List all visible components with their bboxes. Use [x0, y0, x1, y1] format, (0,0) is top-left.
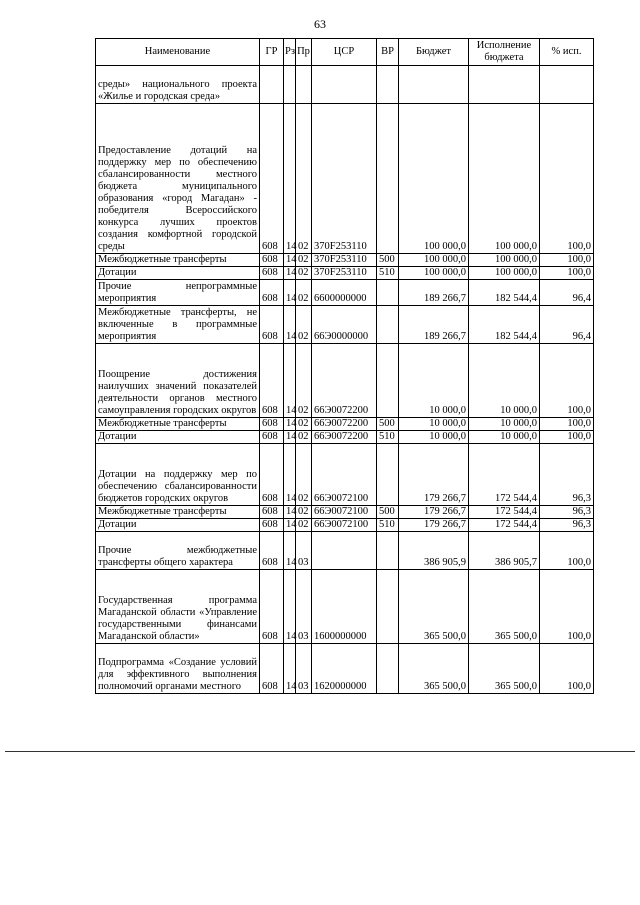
row-execution: 365 500,0	[469, 644, 540, 694]
table-row	[96, 254, 594, 267]
row-vr	[377, 532, 399, 570]
row-gr: 608	[260, 418, 284, 431]
table-row	[96, 519, 594, 532]
budget-execution-table	[95, 38, 594, 694]
row-budget: 386 905,9	[399, 532, 469, 570]
row-budget: 189 266,7	[399, 306, 469, 344]
row-vr	[377, 644, 399, 694]
table-row	[96, 418, 594, 431]
row-name: Межбюджетные трансферты	[98, 254, 227, 265]
header-vr: ВР	[377, 39, 399, 66]
table-row	[96, 306, 594, 344]
row-execution: 10 000,0	[469, 418, 540, 431]
row-gr	[260, 66, 284, 104]
row-percent: 100,0	[540, 431, 594, 444]
row-vr	[377, 66, 399, 104]
row-rz: 14	[284, 444, 296, 506]
row-name: Государственная программа Магаданской области «Управление государственными финансами Магаданской области»	[98, 595, 257, 642]
table-row	[96, 344, 594, 418]
row-csr	[312, 532, 377, 570]
row-budget: 100 000,0	[399, 267, 469, 280]
row-budget: 365 500,0	[399, 570, 469, 644]
row-vr	[377, 306, 399, 344]
row-gr: 608	[260, 444, 284, 506]
table-row	[96, 444, 594, 506]
row-name: Дотации	[98, 519, 137, 530]
row-vr: 500	[377, 418, 399, 431]
row-rz: 14	[284, 104, 296, 254]
row-name: среды» национального проекта «Жилье и городская среда»	[98, 79, 257, 102]
row-percent: 100,0	[540, 104, 594, 254]
row-csr: 66Э0072100	[312, 506, 377, 519]
row-rz: 14	[284, 344, 296, 418]
row-name: Межбюджетные трансферты	[98, 418, 227, 429]
table-row	[96, 431, 594, 444]
row-pr: 03	[296, 644, 312, 694]
row-name: Предоставление дотаций на поддержку мер по обеспечению сбалансированности местного бюджета муниципального образования «город Магадан» - победителя Всероссийского конкурса лучших проектов создания комфортной городской среды	[98, 145, 257, 252]
row-vr: 510	[377, 519, 399, 532]
row-execution: 172 544,4	[469, 444, 540, 506]
row-rz: 14	[284, 254, 296, 267]
row-csr: 66Э0072200	[312, 344, 377, 418]
table-row	[96, 570, 594, 644]
row-name: Дотации	[98, 267, 137, 278]
row-csr	[312, 66, 377, 104]
row-rz: 14	[284, 506, 296, 519]
row-name: Поощрение достижения наилучших значений показателей деятельности органов местного самоуправления городских округов	[98, 369, 257, 416]
row-gr: 608	[260, 519, 284, 532]
row-pr: 02	[296, 344, 312, 418]
row-csr: 66Э0000000	[312, 306, 377, 344]
row-vr: 510	[377, 431, 399, 444]
row-rz: 14	[284, 280, 296, 306]
header-name: Наименование	[96, 39, 260, 66]
row-execution: 100 000,0	[469, 254, 540, 267]
row-csr: 1600000000	[312, 570, 377, 644]
table-row	[96, 280, 594, 306]
row-percent: 100,0	[540, 418, 594, 431]
row-rz: 14	[284, 532, 296, 570]
row-vr	[377, 280, 399, 306]
row-csr: 66Э0072100	[312, 519, 377, 532]
row-execution: 10 000,0	[469, 431, 540, 444]
row-percent: 96,4	[540, 306, 594, 344]
page-separator-line	[5, 751, 635, 752]
row-name: Подпрограмма «Создание условий для эффективного выполнения полномочий органами местного	[98, 657, 257, 692]
row-execution: 365 500,0	[469, 570, 540, 644]
row-rz: 14	[284, 267, 296, 280]
row-execution: 100 000,0	[469, 104, 540, 254]
row-gr: 608	[260, 267, 284, 280]
row-name: Дотации	[98, 431, 137, 442]
row-gr: 608	[260, 104, 284, 254]
row-pr: 02	[296, 519, 312, 532]
row-percent: 100,0	[540, 254, 594, 267]
row-pr: 02	[296, 104, 312, 254]
row-vr: 500	[377, 254, 399, 267]
table-row	[96, 267, 594, 280]
row-gr: 608	[260, 570, 284, 644]
row-percent: 96,3	[540, 444, 594, 506]
row-rz: 14	[284, 418, 296, 431]
row-vr	[377, 344, 399, 418]
row-pr: 02	[296, 306, 312, 344]
row-pr: 02	[296, 254, 312, 267]
row-rz: 14	[284, 570, 296, 644]
row-budget	[399, 66, 469, 104]
row-pr: 02	[296, 431, 312, 444]
row-budget: 100 000,0	[399, 254, 469, 267]
header-csr: ЦСР	[312, 39, 377, 66]
row-name: Межбюджетные трансферты, не включенные в программные мероприятия	[98, 307, 257, 342]
row-execution: 182 544,4	[469, 280, 540, 306]
row-name: Дотации на поддержку мер по обеспечению сбалансированности бюджетов городских округов	[98, 469, 257, 504]
row-pr: 03	[296, 532, 312, 570]
row-percent	[540, 66, 594, 104]
row-csr: 6600000000	[312, 280, 377, 306]
row-budget: 365 500,0	[399, 644, 469, 694]
row-budget: 100 000,0	[399, 104, 469, 254]
row-budget: 179 266,7	[399, 506, 469, 519]
row-pr: 03	[296, 570, 312, 644]
row-pr	[296, 66, 312, 104]
row-csr: 66Э0072100	[312, 444, 377, 506]
row-vr	[377, 104, 399, 254]
row-rz: 14	[284, 519, 296, 532]
row-execution: 386 905,7	[469, 532, 540, 570]
row-vr	[377, 570, 399, 644]
row-budget: 10 000,0	[399, 418, 469, 431]
row-pr: 02	[296, 444, 312, 506]
table-header-row	[96, 39, 594, 66]
row-percent: 100,0	[540, 267, 594, 280]
row-rz: 14	[284, 431, 296, 444]
row-csr: 66Э0072200	[312, 431, 377, 444]
header-gr: ГР	[260, 39, 284, 66]
row-vr: 510	[377, 267, 399, 280]
header-rz: Рз	[284, 39, 296, 66]
header-execution: Исполнение бюджета	[469, 39, 540, 66]
row-pr: 02	[296, 418, 312, 431]
row-execution: 172 544,4	[469, 506, 540, 519]
row-pr: 02	[296, 506, 312, 519]
row-rz: 14	[284, 306, 296, 344]
row-pr: 02	[296, 267, 312, 280]
header-pr: Пр	[296, 39, 312, 66]
row-gr: 608	[260, 306, 284, 344]
row-gr: 608	[260, 431, 284, 444]
row-percent: 96,3	[540, 519, 594, 532]
row-csr: 1620000000	[312, 644, 377, 694]
row-execution: 100 000,0	[469, 267, 540, 280]
row-csr: 370F253110	[312, 104, 377, 254]
row-percent: 96,4	[540, 280, 594, 306]
row-csr: 66Э0072200	[312, 418, 377, 431]
page-number: 63	[314, 17, 326, 31]
row-gr: 608	[260, 644, 284, 694]
header-percent: % исп.	[540, 39, 594, 66]
row-vr: 500	[377, 506, 399, 519]
row-rz	[284, 66, 296, 104]
row-execution: 172 544,4	[469, 519, 540, 532]
table-row	[96, 644, 594, 694]
row-gr: 608	[260, 254, 284, 267]
row-percent: 96,3	[540, 506, 594, 519]
row-budget: 189 266,7	[399, 280, 469, 306]
row-csr: 370F253110	[312, 254, 377, 267]
row-gr: 608	[260, 506, 284, 519]
row-vr	[377, 444, 399, 506]
row-name: Прочие межбюджетные трансферты общего характера	[98, 545, 257, 568]
row-percent: 100,0	[540, 570, 594, 644]
row-gr: 608	[260, 280, 284, 306]
table-row	[96, 532, 594, 570]
row-name: Межбюджетные трансферты	[98, 506, 227, 517]
table-row	[96, 506, 594, 519]
row-budget: 179 266,7	[399, 444, 469, 506]
row-execution: 10 000,0	[469, 344, 540, 418]
row-percent: 100,0	[540, 344, 594, 418]
row-percent: 100,0	[540, 532, 594, 570]
header-budget: Бюджет	[399, 39, 469, 66]
row-execution: 182 544,4	[469, 306, 540, 344]
row-percent: 100,0	[540, 644, 594, 694]
row-execution	[469, 66, 540, 104]
row-budget: 179 266,7	[399, 519, 469, 532]
row-rz: 14	[284, 644, 296, 694]
row-budget: 10 000,0	[399, 344, 469, 418]
table-row	[96, 66, 594, 104]
row-gr: 608	[260, 532, 284, 570]
table-row	[96, 104, 594, 254]
row-pr: 02	[296, 280, 312, 306]
row-csr: 370F253110	[312, 267, 377, 280]
row-name: Прочие непрограммные мероприятия	[98, 281, 257, 304]
row-budget: 10 000,0	[399, 431, 469, 444]
row-gr: 608	[260, 344, 284, 418]
